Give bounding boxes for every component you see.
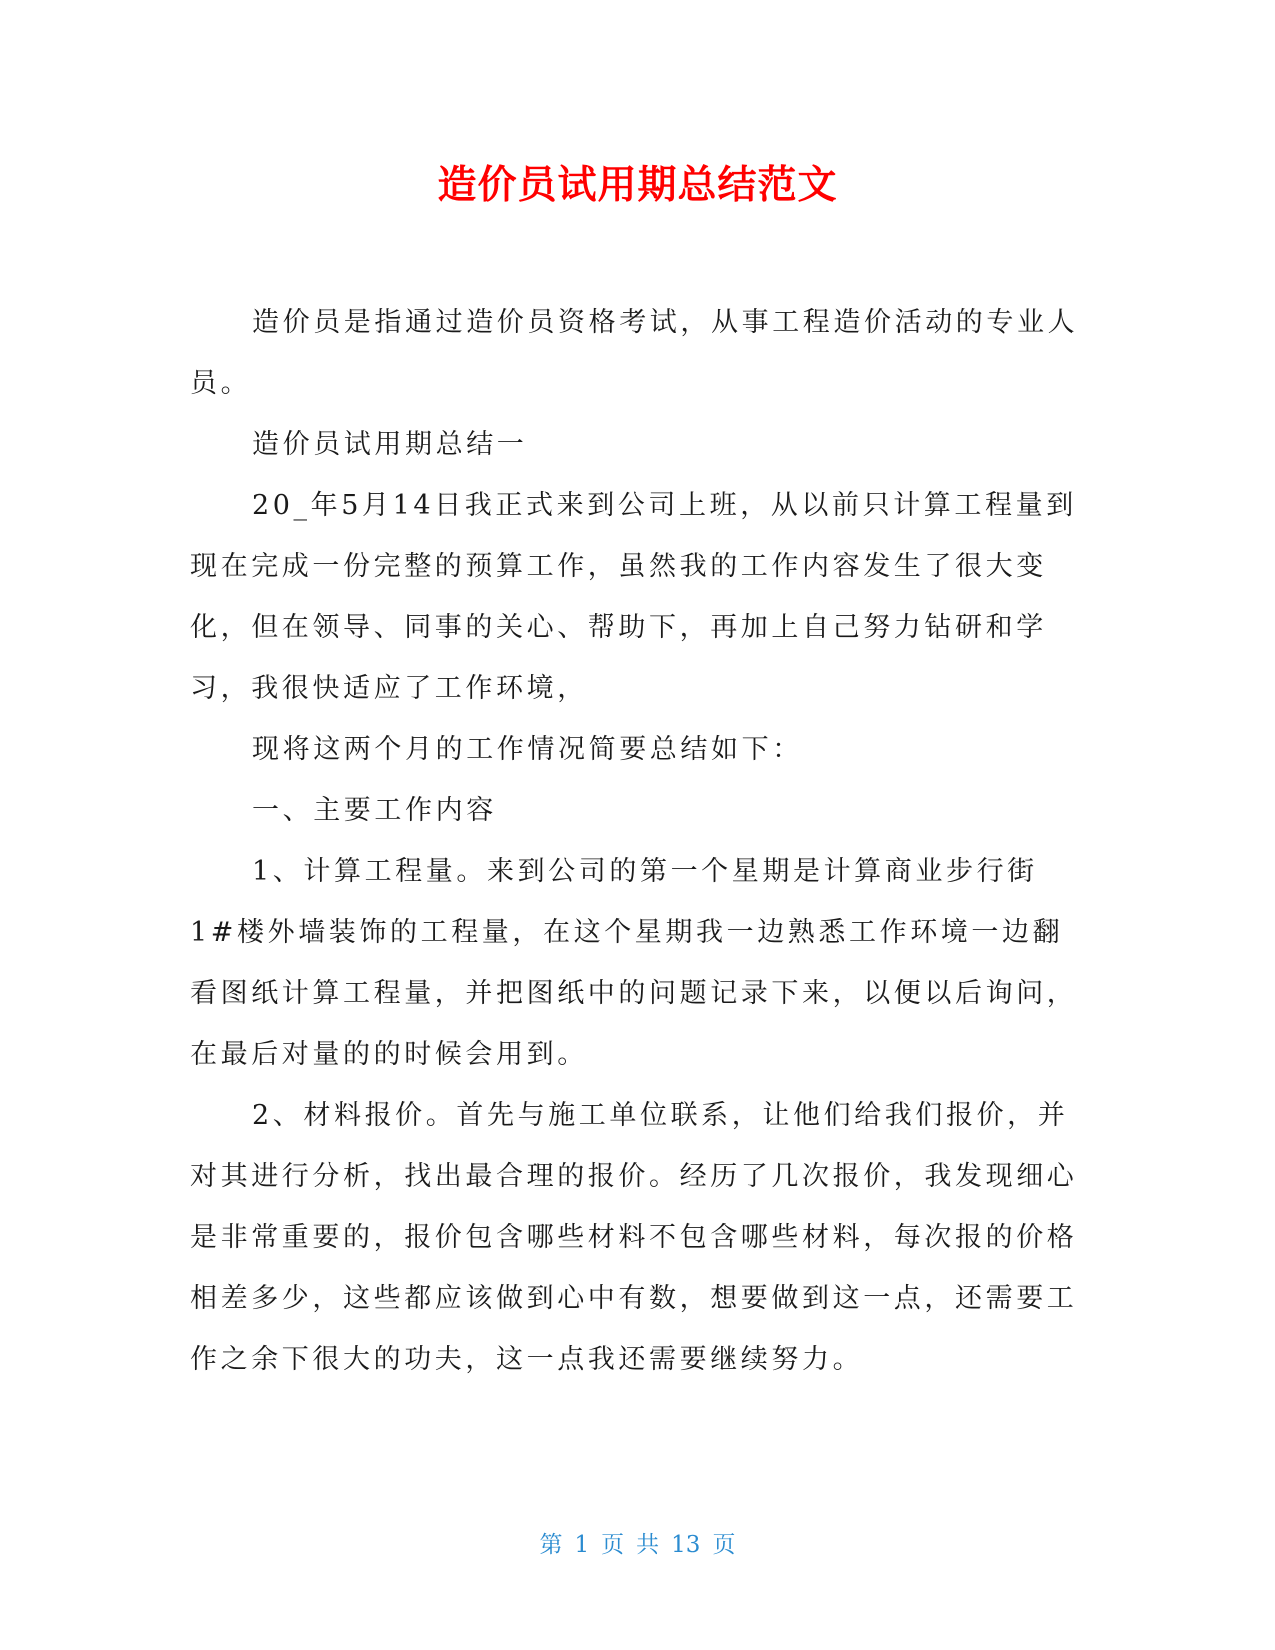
- paragraph: 20_年5月14日我正式来到公司上班，从以前只计算工程量到现在完成一份完整的预算工作，虽然我的工作内容发生了很大变化，但在领导、同事的关心、帮助下，再加上自己努力钻研和学习，我很快适应了工作环境，: [190, 490, 1077, 704]
- footer-total-unit: 页: [712, 1532, 736, 1558]
- paragraph: 造价员试用期总结一: [252, 429, 528, 460]
- document-body: [190, 292, 1080, 1390]
- footer-total-prefix: 共: [636, 1532, 660, 1558]
- current-page-number: 1: [574, 1532, 590, 1558]
- footer-page-unit: 页: [601, 1532, 625, 1558]
- paragraph: 1、计算工程量。来到公司的第一个星期是计算商业步行街1#楼外墙装饰的工程量，在这个星期我一边熟悉工作环境一边翻看图纸计算工程量，并把图纸中的问题记录下来，以便以后询问，在最后对量的的时候会用到。: [190, 856, 1078, 1070]
- footer-prefix: 第: [539, 1532, 563, 1558]
- total-page-count: 13: [671, 1532, 701, 1558]
- paragraph: 现将这两个月的工作情况简要总结如下：: [252, 734, 803, 765]
- paragraph: 造价员是指通过造价员资格考试，从事工程造价活动的专业人员。: [190, 307, 1079, 399]
- paragraph: 一、主要工作内容: [252, 795, 497, 826]
- page-footer: [0, 1530, 1275, 1560]
- paragraph: 2、材料报价。首先与施工单位联系，让他们给我们报价，并对其进行分析，找出最合理的报价。经历了几次报价，我发现细心是非常重要的，报价包含哪些材料不包含哪些材料，每次报的价格相差多少，这些都应该做到心中有数，想要做到这一点，还需要工作之余下很大的功夫，这一点我还需要继续努力。: [190, 1100, 1078, 1375]
- document-title: 造价员试用期总结范文: [437, 163, 838, 208]
